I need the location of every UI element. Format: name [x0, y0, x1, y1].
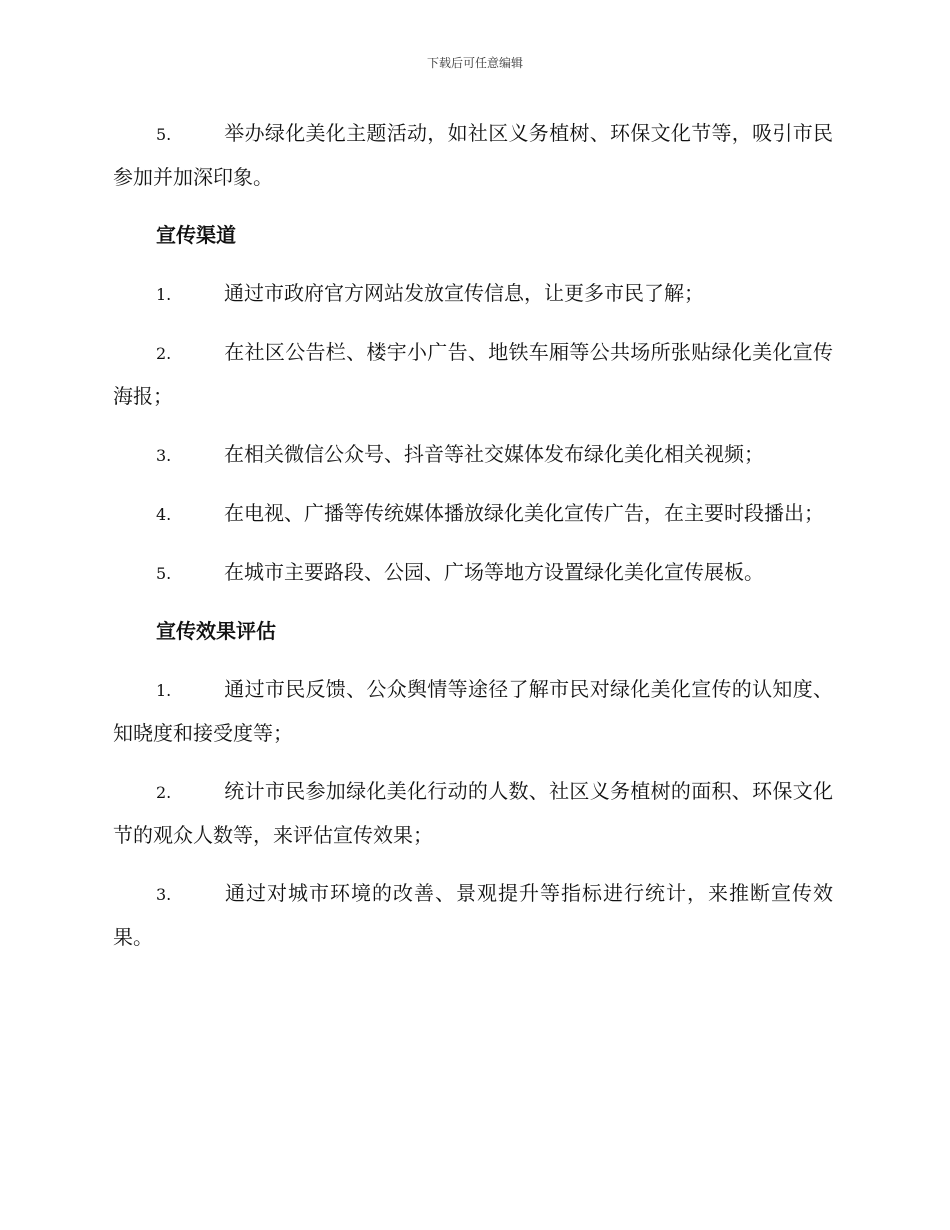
document-body [113, 112, 833, 974]
list-item-number: 2. [156, 344, 172, 363]
list-item-text: 通过对城市环境的改善、景观提升等指标进行统计，来推断宣传效果。 [113, 881, 833, 949]
list-item [113, 668, 833, 755]
list-item-number: 2. [156, 783, 172, 802]
list-item-number: 1. [156, 681, 172, 700]
list-item-text: 统计市民参加绿化美化行动的人数、社区义务植树的面积、环保文化节的观众人数等，来评估宣传效果； [113, 779, 833, 847]
list-item [113, 112, 833, 199]
page-header: 下载后可任意编辑 [426, 56, 523, 70]
list-item-number: 5. [156, 125, 172, 144]
list-item [113, 492, 833, 536]
list-item-number: 1. [156, 285, 172, 304]
list-item [113, 770, 833, 857]
list-item [113, 872, 833, 959]
list-item-number: 3. [156, 446, 172, 465]
list-item-number: 5. [156, 564, 172, 583]
list-item [113, 551, 833, 595]
list-item [113, 433, 833, 477]
list-item [113, 272, 833, 316]
section-heading: 宣传效果评估 [156, 619, 276, 643]
list-item-number: 4. [156, 505, 172, 524]
list-item-text: 在相关微信公众号、抖音等社交媒体发布绿化美化相关视频； [224, 442, 764, 466]
list-item [113, 331, 833, 418]
list-item-text: 在社区公告栏、楼宇小广告、地铁车厢等公共场所张贴绿化美化宣传海报； [113, 340, 833, 408]
list-item-number: 3. [156, 885, 172, 904]
section-heading: 宣传渠道 [156, 223, 236, 247]
list-item-text: 在电视、广播等传统媒体播放绿化美化宣传广告，在主要时段播出； [224, 501, 824, 525]
list-item-text: 通过市政府官方网站发放宣传信息，让更多市民了解； [224, 281, 704, 305]
list-item-text: 通过市民反馈、公众舆情等途径了解市民对绿化美化宣传的认知度、知晓度和接受度等； [113, 677, 833, 745]
list-item-text: 在城市主要路段、公园、广场等地方设置绿化美化宣传展板。 [224, 560, 764, 584]
list-item-text: 举办绿化美化主题活动，如社区义务植树、环保文化节等，吸引市民参加并加深印象。 [113, 121, 833, 189]
